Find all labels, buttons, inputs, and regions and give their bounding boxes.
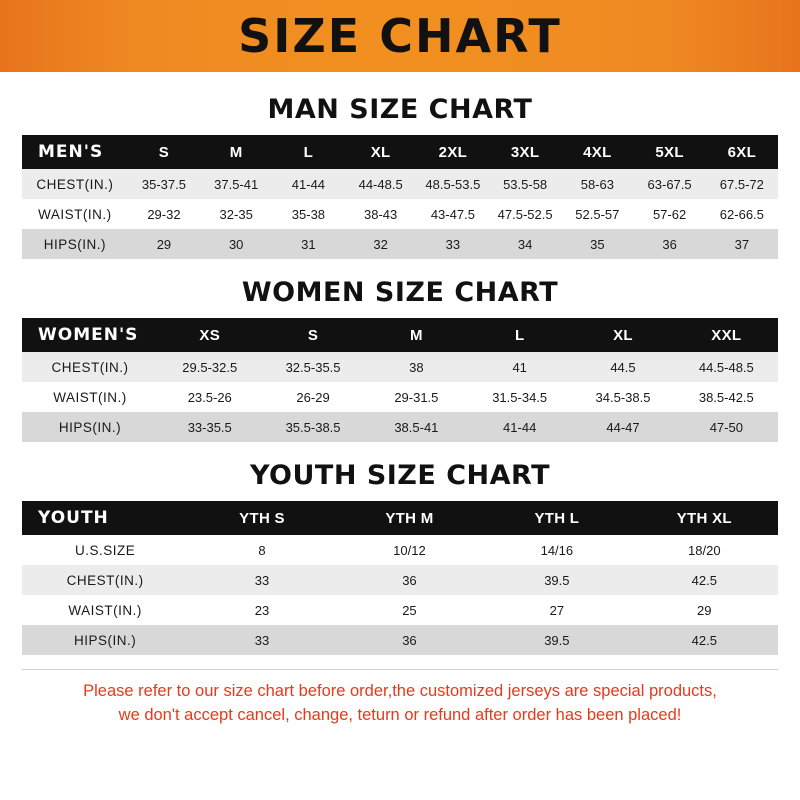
women-table-header: [22, 318, 778, 352]
women-header-label: WOMEN'S: [22, 318, 158, 352]
table-row: [22, 352, 778, 382]
content-area: [0, 94, 800, 728]
women-header-l: L: [468, 318, 571, 352]
men-header-l: L: [272, 135, 344, 169]
table-row: [22, 229, 778, 259]
women-chest-l: 41: [468, 352, 571, 382]
table-header-row: [22, 318, 778, 352]
men-hips-l: 31: [272, 229, 344, 259]
men-waist-s: 29-32: [128, 199, 200, 229]
youth-row-waist-label: WAIST(IN.): [22, 595, 188, 625]
footer-line-2: we don't accept cancel, change, teturn or refund after order has been placed!: [118, 705, 682, 724]
men-header-s: S: [128, 135, 200, 169]
men-waist-m: 32-35: [200, 199, 272, 229]
women-waist-m: 29-31.5: [365, 382, 468, 412]
women-hips-l: 41-44: [468, 412, 571, 442]
table-row: [22, 535, 778, 565]
men-header-3xl: 3XL: [489, 135, 561, 169]
youth-row-ussize-label: U.S.SIZE: [22, 535, 188, 565]
youth-ussize-l: 14/16: [483, 535, 630, 565]
table-row: [22, 169, 778, 199]
women-chest-s: 32.5-35.5: [261, 352, 364, 382]
women-waist-s: 26-29: [261, 382, 364, 412]
men-waist-l: 35-38: [272, 199, 344, 229]
men-waist-5xl: 57-62: [633, 199, 705, 229]
men-hips-xl: 32: [345, 229, 417, 259]
men-header-4xl: 4XL: [561, 135, 633, 169]
youth-header-xl: YTH XL: [631, 501, 778, 535]
youth-waist-s: 23: [188, 595, 335, 625]
women-waist-xxl: 38.5-42.5: [675, 382, 778, 412]
women-hips-xxl: 47-50: [675, 412, 778, 442]
table-row: [22, 595, 778, 625]
youth-chest-xl: 42.5: [631, 565, 778, 595]
women-row-waist-label: WAIST(IN.): [22, 382, 158, 412]
men-chest-6xl: 67.5-72: [706, 169, 778, 199]
women-hips-m: 38.5-41: [365, 412, 468, 442]
women-chest-m: 38: [365, 352, 468, 382]
youth-hips-m: 36: [336, 625, 483, 655]
men-size-table: [22, 135, 778, 259]
men-chest-m: 37.5-41: [200, 169, 272, 199]
table-row: [22, 382, 778, 412]
men-hips-6xl: 37: [706, 229, 778, 259]
women-hips-xs: 33-35.5: [158, 412, 261, 442]
footer-disclaimer: [22, 669, 778, 728]
men-header-2xl: 2XL: [417, 135, 489, 169]
men-waist-3xl: 47.5-52.5: [489, 199, 561, 229]
youth-hips-xl: 42.5: [631, 625, 778, 655]
women-size-table: [22, 318, 778, 442]
men-chest-3xl: 53.5-58: [489, 169, 561, 199]
men-waist-2xl: 43-47.5: [417, 199, 489, 229]
women-hips-s: 35.5-38.5: [261, 412, 364, 442]
women-header-s: S: [261, 318, 364, 352]
table-row: [22, 565, 778, 595]
men-chest-2xl: 48.5-53.5: [417, 169, 489, 199]
youth-chest-s: 33: [188, 565, 335, 595]
youth-row-hips-label: HIPS(IN.): [22, 625, 188, 655]
men-chest-s: 35-37.5: [128, 169, 200, 199]
youth-hips-l: 39.5: [483, 625, 630, 655]
section-title-men: MAN SIZE CHART: [267, 94, 533, 125]
section-title-women: WOMEN SIZE CHART: [241, 277, 559, 308]
youth-header-m: YTH M: [336, 501, 483, 535]
youth-chest-l: 39.5: [483, 565, 630, 595]
men-header-5xl: 5XL: [633, 135, 705, 169]
women-waist-xl: 34.5-38.5: [571, 382, 674, 412]
women-header-xl: XL: [571, 318, 674, 352]
page-title: SIZE CHART: [238, 9, 562, 63]
youth-hips-s: 33: [188, 625, 335, 655]
men-chest-xl: 44-48.5: [345, 169, 417, 199]
men-hips-5xl: 36: [633, 229, 705, 259]
men-hips-3xl: 34: [489, 229, 561, 259]
women-chest-xl: 44.5: [571, 352, 674, 382]
men-chest-5xl: 63-67.5: [633, 169, 705, 199]
men-header-label: MEN'S: [22, 135, 128, 169]
youth-row-chest-label: CHEST(IN.): [22, 565, 188, 595]
table-row: [22, 199, 778, 229]
table-header-row: [22, 501, 778, 535]
youth-waist-m: 25: [336, 595, 483, 625]
youth-waist-l: 27: [483, 595, 630, 625]
youth-size-table: [22, 501, 778, 655]
men-row-waist-label: WAIST(IN.): [22, 199, 128, 229]
men-hips-4xl: 35: [561, 229, 633, 259]
youth-ussize-m: 10/12: [336, 535, 483, 565]
women-waist-l: 31.5-34.5: [468, 382, 571, 412]
women-header-m: M: [365, 318, 468, 352]
youth-ussize-s: 8: [188, 535, 335, 565]
women-chest-xxl: 44.5-48.5: [675, 352, 778, 382]
women-chest-xs: 29.5-32.5: [158, 352, 261, 382]
youth-ussize-xl: 18/20: [631, 535, 778, 565]
men-header-xl: XL: [345, 135, 417, 169]
women-row-hips-label: HIPS(IN.): [22, 412, 158, 442]
section-title-youth: YOUTH SIZE CHART: [249, 460, 551, 491]
men-waist-4xl: 52.5-57: [561, 199, 633, 229]
youth-table-header: [22, 501, 778, 535]
youth-waist-xl: 29: [631, 595, 778, 625]
table-row: [22, 625, 778, 655]
women-hips-xl: 44-47: [571, 412, 674, 442]
men-row-chest-label: CHEST(IN.): [22, 169, 128, 199]
youth-header-s: YTH S: [188, 501, 335, 535]
men-waist-6xl: 62-66.5: [706, 199, 778, 229]
women-waist-xs: 23.5-26: [158, 382, 261, 412]
men-chest-l: 41-44: [272, 169, 344, 199]
youth-header-l: YTH L: [483, 501, 630, 535]
header-banner: [0, 0, 800, 76]
men-header-6xl: 6XL: [706, 135, 778, 169]
women-header-xxl: XXL: [675, 318, 778, 352]
table-row: [22, 412, 778, 442]
youth-chest-m: 36: [336, 565, 483, 595]
men-table-header: [22, 135, 778, 169]
footer-line-1: Please refer to our size chart before order,the customized jerseys are special products,: [83, 682, 717, 700]
youth-header-label: YOUTH: [22, 501, 188, 535]
men-row-hips-label: HIPS(IN.): [22, 229, 128, 259]
men-hips-m: 30: [200, 229, 272, 259]
men-chest-4xl: 58-63: [561, 169, 633, 199]
men-waist-xl: 38-43: [345, 199, 417, 229]
men-hips-2xl: 33: [417, 229, 489, 259]
men-hips-s: 29: [128, 229, 200, 259]
men-header-m: M: [200, 135, 272, 169]
women-row-chest-label: CHEST(IN.): [22, 352, 158, 382]
table-header-row: [22, 135, 778, 169]
women-header-xs: XS: [158, 318, 261, 352]
